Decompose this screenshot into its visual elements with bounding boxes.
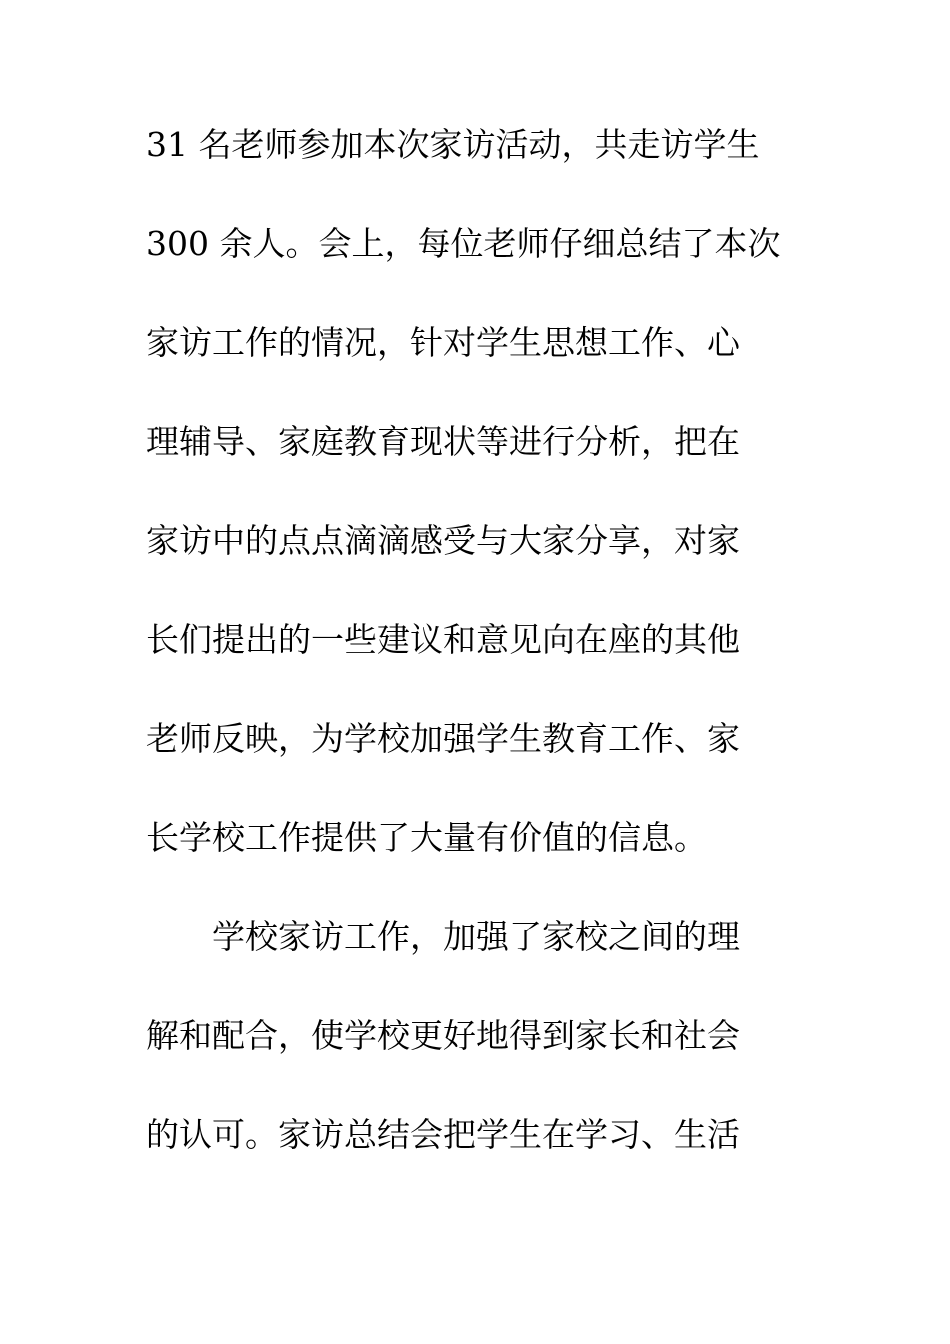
text-line: 家访工作的情况，针对学生思想工作、心 [146,323,740,362]
text-line: 长们提出的一些建议和意见向在座的其他 [146,620,740,659]
text-line: 31 名老师参加本次家访活动，共走访学生 [146,125,760,164]
text-line: 理辅导、家庭教育现状等进行分析，把在 [146,422,740,461]
text-line: 家访中的点点滴滴感受与大家分享，对家 [146,521,740,560]
text-line: 的认可。家访总结会把学生在学习、生活 [146,1115,740,1154]
text-line: 老师反映，为学校加强学生教育工作、家 [146,719,740,758]
text-line: 长学校工作提供了大量有价值的信息。 [146,818,707,857]
text-line: 300 余人。会上，每位老师仔细总结了本次 [146,224,781,263]
text-line: 解和配合，使学校更好地得到家长和社会 [146,1016,740,1055]
paragraph-start-line: 学校家访工作，加强了家校之间的理 [212,917,740,956]
